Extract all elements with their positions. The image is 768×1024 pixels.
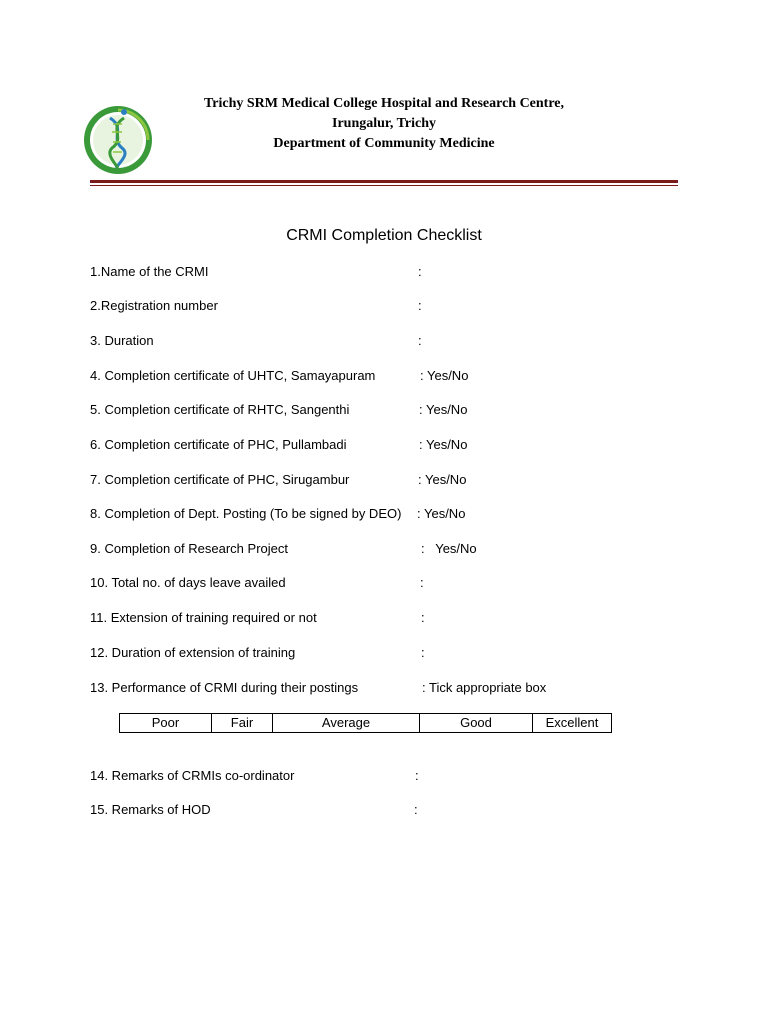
item-value: : bbox=[420, 575, 424, 590]
dna-helix-emblem-icon bbox=[82, 104, 154, 176]
institution-header bbox=[170, 94, 598, 154]
item-label: 15. Remarks of HOD bbox=[90, 802, 211, 817]
item-value: : bbox=[418, 264, 422, 279]
document-title: CRMI Completion Checklist bbox=[286, 227, 482, 244]
header-divider-thin bbox=[90, 185, 678, 186]
rating-option-average[interactable]: Average bbox=[273, 714, 420, 733]
header-divider-thick bbox=[90, 180, 678, 183]
item-label: 1.Name of the CRMI bbox=[90, 264, 209, 279]
institution-name: Trichy SRM Medical College Hospital and Research Centre, bbox=[203, 96, 565, 111]
item-value: : Yes/No bbox=[419, 437, 468, 452]
performance-rating-table bbox=[119, 713, 612, 733]
institution-location: Irungalur, Trichy bbox=[332, 116, 436, 131]
rating-option-fair[interactable]: Fair bbox=[212, 714, 273, 733]
item-label: 7. Completion certificate of PHC, Sirugambur bbox=[90, 472, 350, 487]
item-label: 4. Completion certificate of UHTC, Samayapuram bbox=[90, 368, 376, 383]
item-label: 5. Completion certificate of RHTC, Sangenthi bbox=[90, 402, 350, 417]
item-value: : Yes/No bbox=[420, 368, 469, 383]
item-value: : Yes/No bbox=[421, 541, 477, 556]
rating-option-poor[interactable]: Poor bbox=[120, 714, 212, 733]
rating-option-good[interactable]: Good bbox=[420, 714, 533, 733]
item-label: 6. Completion certificate of PHC, Pullambadi bbox=[90, 437, 347, 452]
item-value: : bbox=[421, 610, 425, 625]
item-value: : bbox=[415, 768, 419, 783]
department-name: Department of Community Medicine bbox=[273, 136, 495, 151]
item-label: 8. Completion of Dept. Posting (To be signed by DEO) bbox=[90, 506, 402, 521]
item-label: 3. Duration bbox=[90, 333, 154, 348]
item-label: 10. Total no. of days leave availed bbox=[90, 575, 286, 590]
item-value: : bbox=[418, 298, 422, 313]
table-row bbox=[120, 714, 612, 733]
item-label: 2.Registration number bbox=[90, 298, 218, 313]
item-value: : Yes/No bbox=[418, 472, 467, 487]
item-value: : bbox=[421, 645, 425, 660]
item-label: 11. Extension of training required or not bbox=[90, 610, 317, 625]
rating-option-excellent[interactable]: Excellent bbox=[533, 714, 612, 733]
item-value: : Tick appropriate box bbox=[422, 680, 547, 695]
item-value: : bbox=[418, 333, 422, 348]
item-label: 13. Performance of CRMI during their postings bbox=[90, 680, 359, 695]
item-label: 14. Remarks of CRMIs co-ordinator bbox=[90, 768, 295, 783]
item-value: : Yes/No bbox=[419, 402, 468, 417]
item-value: : bbox=[414, 802, 418, 817]
item-label: 12. Duration of extension of training bbox=[90, 645, 296, 660]
item-value: : Yes/No bbox=[417, 506, 466, 521]
item-label: 9. Completion of Research Project bbox=[90, 541, 288, 556]
